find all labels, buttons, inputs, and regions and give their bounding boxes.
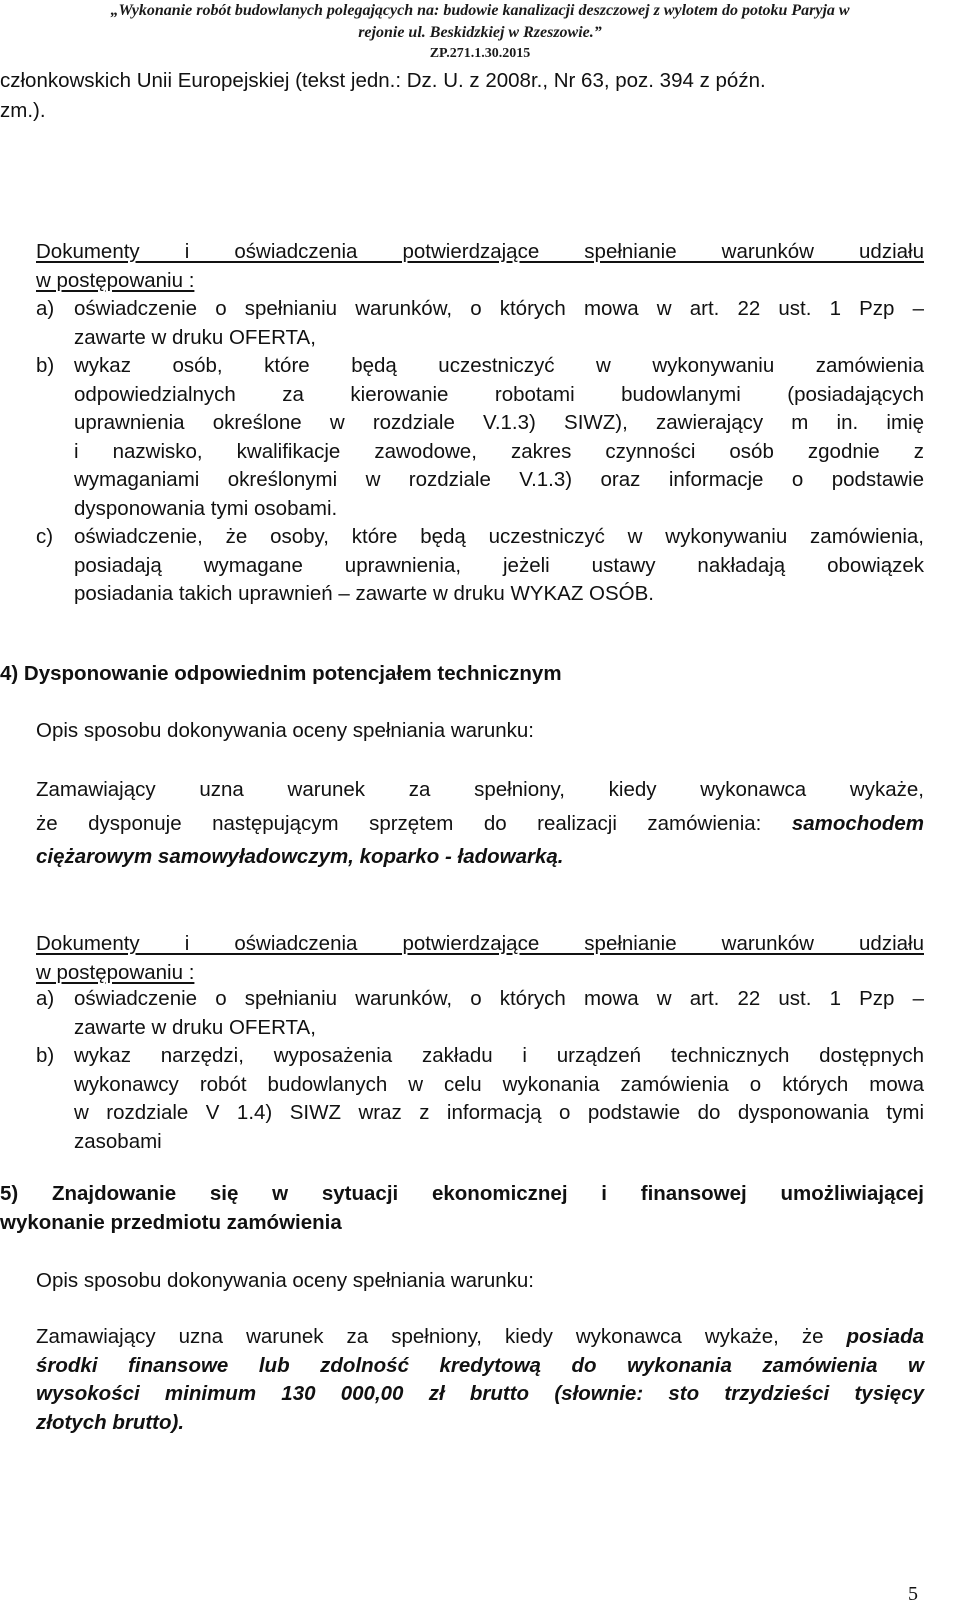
section-5-text-line: [36, 1323, 924, 1352]
list-item-c: [36, 523, 924, 609]
documents-list-2: [36, 985, 924, 1156]
section-5-text-emphasis: środki finansowe lub zdolność kredytową do wykonania zamówienia w: [36, 1353, 924, 1377]
documents-list-1: [36, 295, 924, 609]
header-reference: ZP.271.1.30.2015: [429, 46, 531, 61]
list-item-text: oświadczenie o spełnianiu warunków, o których mowa w art. 22 ust. 1 Pzp –: [74, 297, 924, 320]
header-title-line-1: „Wykonanie robót budowlanych polegających na: budowie kanalizacji deszczowej z wylotem do potoku Paryja w: [110, 2, 850, 19]
section-4-text-line: Zamawiający uzna warunek za spełniony, kiedy wykonawca wykaże,: [36, 778, 924, 801]
list-item-text: uprawnienia określone w rozdziale V.1.3) SIWZ), zawierający m in. imię: [74, 411, 924, 434]
section-4-text-emphasis: samochodem: [791, 811, 924, 835]
documents-heading-2-cont: w postępowaniu :: [36, 960, 195, 984]
header-title-line-2: rejonie ul. Beskidzkiej w Rzeszowie.”: [358, 24, 602, 41]
list-item-text: i nazwisko, kwalifikacje zawodowe, zakres czynności osób zgodnie z: [74, 439, 924, 463]
section-5-text-plain: Zamawiający uzna warunek za spełniony, kiedy wykonawca wykaże, że: [36, 1325, 847, 1348]
intro-line-2: zm.).: [0, 99, 46, 122]
section-5-heading: [0, 1180, 924, 1237]
list-item-a: [36, 985, 924, 1042]
list-item-text: posiadają wymagane uprawnienia, jeżeli ustawy nakładają obowiązek: [74, 553, 924, 577]
section-4-text: [36, 776, 924, 872]
section-5-text-emphasis: posiada: [846, 1325, 924, 1348]
list-marker: b): [36, 354, 55, 377]
documents-block-2: [36, 930, 924, 987]
intro-line-1: członkowskich Unii Europejskiej (tekst jedn.: Dz. U. z 2008r., Nr 63, poz. 394 z późn.: [0, 69, 766, 92]
documents-heading-1: Dokumenty i oświadczenia potwierdzające spełnianie warunków udziału: [36, 240, 924, 263]
section-5-heading-line: 5) Znajdowanie się w sytuacji ekonomicznej i finansowej umożliwiającej: [0, 1182, 924, 1205]
section-5-opis: Opis sposobu dokonywania oceny spełniania warunku:: [36, 1269, 535, 1292]
list-item-b: [36, 1042, 924, 1156]
documents-heading-2: Dokumenty i oświadczenia potwierdzające spełnianie warunków udziału: [36, 932, 924, 955]
list-item-text: zawarte w druku OFERTA,: [74, 325, 316, 349]
list-item-text: oświadczenie, że osoby, które będą uczestniczyć w wykonywaniu zamówienia,: [74, 525, 924, 548]
section-5-text-emphasis: złotych brutto).: [36, 1410, 185, 1434]
document-header: [40, 0, 920, 64]
documents-heading-1-cont: w postępowaniu :: [36, 268, 195, 292]
list-item-a: [36, 295, 924, 352]
section-5-heading-line: wykonanie przedmiotu zamówienia: [0, 1210, 342, 1234]
list-item-text: wykaz osób, które będą uczestniczyć w wykonywaniu zamówienia: [74, 354, 924, 377]
list-item-text: dysponowania tymi osobami.: [74, 496, 338, 520]
section-4-heading: 4) Dysponowanie odpowiednim potencjałem technicznym: [0, 662, 562, 685]
list-item-text: posiadania takich uprawnień – zawarte w druku WYKAZ OSÓB.: [74, 582, 654, 605]
list-item-b: [36, 352, 924, 523]
section-4-text-emphasis: ciężarowym samowyładowczym, koparko - ładowarką.: [36, 845, 564, 868]
list-item-text: w rozdziale V 1.4) SIWZ wraz z informacją o podstawie do dysponowania tymi: [74, 1101, 924, 1124]
list-item-text: oświadczenie o spełnianiu warunków, o których mowa w art. 22 ust. 1 Pzp –: [74, 987, 924, 1010]
section-4-text-line: [36, 810, 924, 839]
list-marker: b): [36, 1044, 55, 1067]
section-5-text-emphasis: wysokości minimum 130 000,00 zł brutto (słownie: sto trzydzieści tysięcy: [36, 1382, 924, 1405]
section-4-text-plain: że dysponuje następującym sprzętem do realizacji zamówienia:: [36, 811, 792, 835]
list-item-text: odpowiedzialnych za kierowanie robotami budowlanymi (posiadających: [74, 382, 924, 406]
section-5-text: [36, 1323, 924, 1437]
list-marker: a): [36, 297, 55, 320]
list-marker: a): [36, 987, 55, 1010]
list-item-text: zasobami: [74, 1129, 162, 1153]
list-item-text: wykaz narzędzi, wyposażenia zakładu i urządzeń technicznych dostępnych: [74, 1044, 924, 1067]
list-marker: c): [36, 525, 54, 548]
list-item-text: wymaganiami określonymi w rozdziale V.1.3) oraz informacje o podstawie: [74, 468, 924, 491]
page-number: 5: [908, 1583, 918, 1605]
section-4-opis: Opis sposobu dokonywania oceny spełniania warunku:: [36, 719, 535, 742]
list-item-text: zawarte w druku OFERTA,: [74, 1015, 316, 1039]
documents-block-1: [36, 238, 924, 295]
list-item-text: wykonawcy robót budowlanych w celu wykonania zamówienia o których mowa: [74, 1072, 924, 1096]
